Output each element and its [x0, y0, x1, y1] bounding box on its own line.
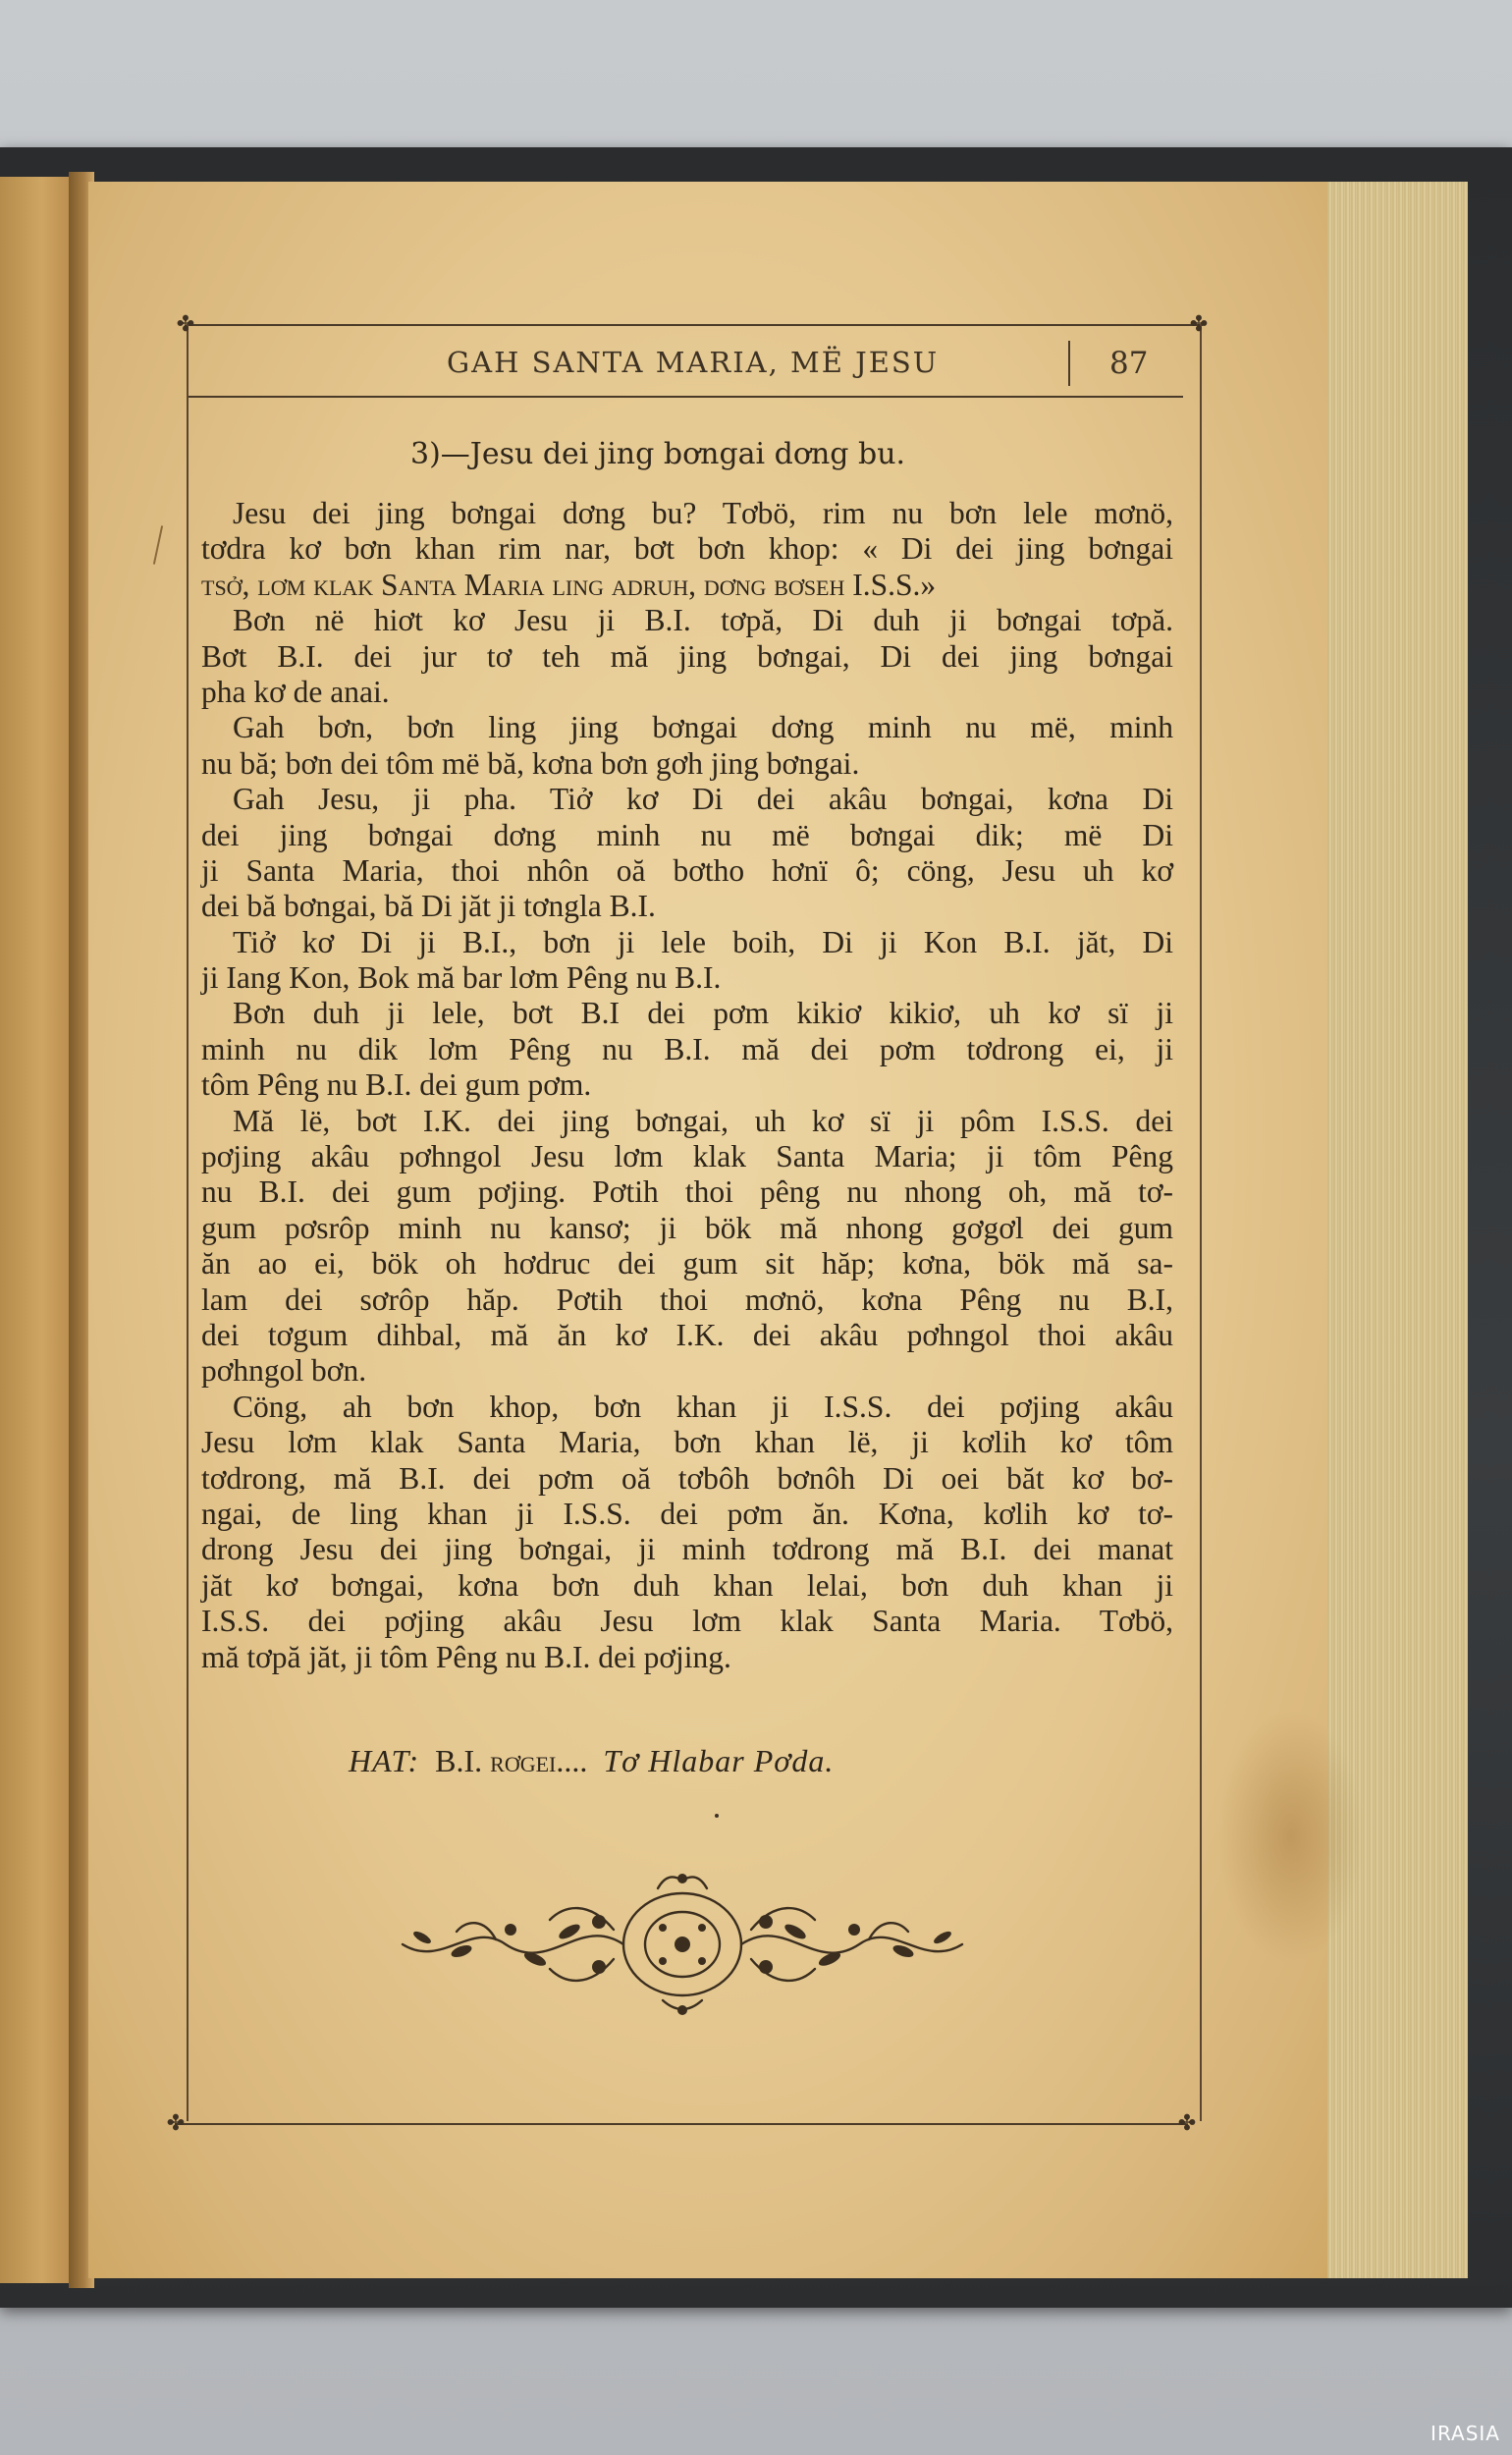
- text-line: tôm Pêng nu B.I. dei gum pơm.: [201, 1067, 592, 1103]
- vignette-right-vine: [741, 1936, 962, 1952]
- vignette-flower: [592, 1960, 606, 1974]
- text-line: nu bă; bơn dei tôm më bă, kơna bơn gơh jing bơngai.: [201, 745, 860, 781]
- hymn-title: B.I. rơgei....: [435, 1743, 588, 1778]
- vignette-flower: [759, 1915, 773, 1929]
- text-line: ngai, de ling khan ji I.S.S. dei pơm ăn. Kơna, kơlih kơ tơ-: [201, 1496, 1173, 1531]
- section-heading: 3)—Jesu dei jing bơngai dơng bu.: [410, 437, 906, 471]
- text-line: ji Iang Kon, Bok mă bar lơm Pêng nu B.I.: [201, 960, 722, 996]
- text-line: pơjing akâu pơhngol Jesu lơm klak Santa Maria; ji tôm Pêng: [201, 1139, 1173, 1174]
- text-line: nu B.I. dei gum pơjing. Pơtih thoi pêng nu nhong oh, mă tơ-: [201, 1174, 1173, 1210]
- corner-ornament-top-right: ✤: [1189, 312, 1209, 337]
- running-head-title: GAH SANTA MARIA, MË JESU: [447, 346, 940, 379]
- paragraph-7: [201, 1104, 1173, 1390]
- text-line: Bơt B.I. dei jur tơ teh mă jing bơngai, Di dei jing bơngai: [201, 638, 1173, 674]
- paragraph-4: [201, 782, 1173, 925]
- vignette-center-bud: [675, 1937, 690, 1952]
- bottom-rule: [175, 2123, 1186, 2125]
- text-line: minh nu dik lơm Pêng nu B.I. mă dei pơm tơdrong ei, ji: [201, 1031, 1173, 1066]
- paragraph-3: [201, 710, 1173, 782]
- corner-ornament-bottom-right: ✤: [1177, 2111, 1197, 2136]
- text-line: dei bă bơngai, bă Di jăt ji tơngla B.I.: [201, 889, 656, 924]
- vignette-bud: [698, 1957, 706, 1965]
- text-line: pơhngol bơn.: [201, 1353, 367, 1389]
- text-line: Jesu lơm klak Santa Maria, bơn khan lë, ji kơlih kơ tôm: [201, 1425, 1173, 1460]
- text-line: tơdra kơ bơn khan rim nar, bơt bơn khop: « Di dei jing bơngai: [201, 531, 1173, 567]
- vignette-bud: [659, 1957, 667, 1965]
- page-number: 87: [1109, 346, 1149, 381]
- vignette-bottom-bud: [677, 2005, 687, 2015]
- text-line: mă tơpă jăt, ji tôm Pêng nu B.I. dei pơjing.: [201, 1639, 731, 1674]
- vignette-flower: [505, 1924, 516, 1936]
- running-head-separator: [1068, 341, 1070, 386]
- text-line: Jesu dei jing bơngai dơng bu? Tơbö, rim nu bơn lele mơnö,: [233, 496, 1173, 530]
- left-page-edge: [0, 177, 77, 2283]
- vignette-leaf: [411, 1930, 432, 1946]
- text-line: Cöng, ah bơn khop, bơn khan ji I.S.S. dei pơjing akâu: [233, 1389, 1173, 1424]
- vignette-flower: [759, 1960, 773, 1974]
- text-line: dei jing bơngai dơng minh nu më bơngai dik; më Di: [201, 817, 1173, 852]
- text-line: Mă lë, bơt I.K. dei jing bơngai, uh kơ sï ji pôm I.S.S. dei: [233, 1103, 1173, 1138]
- text-line: pha kơ de anai.: [201, 674, 390, 709]
- text-line: dei tơgum dihbal, mă ăn kơ I.K. dei akâu pơhngol thoi akâu: [201, 1317, 1173, 1352]
- text-line: jăt kơ bơngai, kơna bơn duh khan lelai, bơn duh khan ji: [201, 1567, 1173, 1603]
- text-line: drong Jesu dei jing bơngai, ji minh tơdrong mă B.I. dei manat: [201, 1532, 1173, 1567]
- vignette-top-bud: [677, 1874, 687, 1883]
- text-line: Gah Jesu, ji pha. Tiở kơ Di dei akâu bơngai, kơna Di: [233, 782, 1173, 817]
- vignette-left-vine: [403, 1936, 623, 1952]
- text-line: lam dei sơrôp hăp. Pơtih thoi mơnö, kơna Pêng nu B.I,: [201, 1282, 1173, 1317]
- vignette-bud: [659, 1924, 667, 1932]
- vignette-flower: [848, 1924, 860, 1936]
- text-line: I.S.S. dei pơjing akâu Jesu lơm klak Santa Maria. Tơbö,: [201, 1604, 1173, 1639]
- paragraph-2: [201, 603, 1173, 710]
- paragraph-1: [201, 496, 1173, 603]
- text-line: Tiở kơ Di ji B.I., bơn ji lele boih, Di ji Kon B.I. jăt, Di: [233, 924, 1173, 959]
- vignette-flower: [592, 1915, 606, 1929]
- corner-ornament-bottom-left: ✤: [166, 2111, 186, 2136]
- corner-ornament-top-left: ✤: [176, 312, 195, 337]
- text-line: tsở, lơm klak Santa Maria ling adruh, dơng bơseh I.S.S.»: [201, 567, 937, 602]
- floral-vignette: [363, 1861, 1001, 2023]
- text-line: tơdrong, mă B.I. dei pơm oă tơbôh bơnôh Di oei băt kơ bơ-: [201, 1460, 1173, 1496]
- paragraph-6: [201, 996, 1173, 1103]
- text-line: Gah bơn, bơn ling jing bơngai dơng minh nu më, minh: [233, 710, 1173, 745]
- text-line: ăn ao ei, bök oh hơdruc dei gum sit hăp; kơna, bök mă sa-: [201, 1246, 1173, 1282]
- hymn-label: HAT:: [349, 1743, 420, 1778]
- text-line: gum pơsrôp minh nu kansơ; ji bök mă nhong gơgơl dei gum: [201, 1210, 1173, 1245]
- vignette-bud: [698, 1924, 706, 1932]
- text-line: Bơn në hiơt kơ Jesu ji B.I. tơpă, Di duh ji bơngai tơpă.: [233, 603, 1173, 638]
- text-line: Bơn duh ji lele, bơt B.I dei pơm kikiơ kikiơ, uh kơ sï ji: [233, 996, 1173, 1031]
- vignette-leaf: [932, 1930, 952, 1946]
- paragraph-5: [201, 925, 1173, 997]
- text-line: ji Santa Maria, thoi nhôn oă bơtho hơnï ô; cöng, Jesu uh kơ: [201, 852, 1173, 888]
- hymn-reference: [349, 1743, 834, 1779]
- hymn-tune: Tơ Hlabar Pơda.: [603, 1743, 835, 1778]
- watermark-label: IRASIA: [1431, 2422, 1500, 2445]
- body-text: [201, 496, 1173, 1675]
- paragraph-8: [201, 1390, 1173, 1675]
- page-stain: [1217, 1709, 1365, 1964]
- print-dot: [715, 1814, 719, 1818]
